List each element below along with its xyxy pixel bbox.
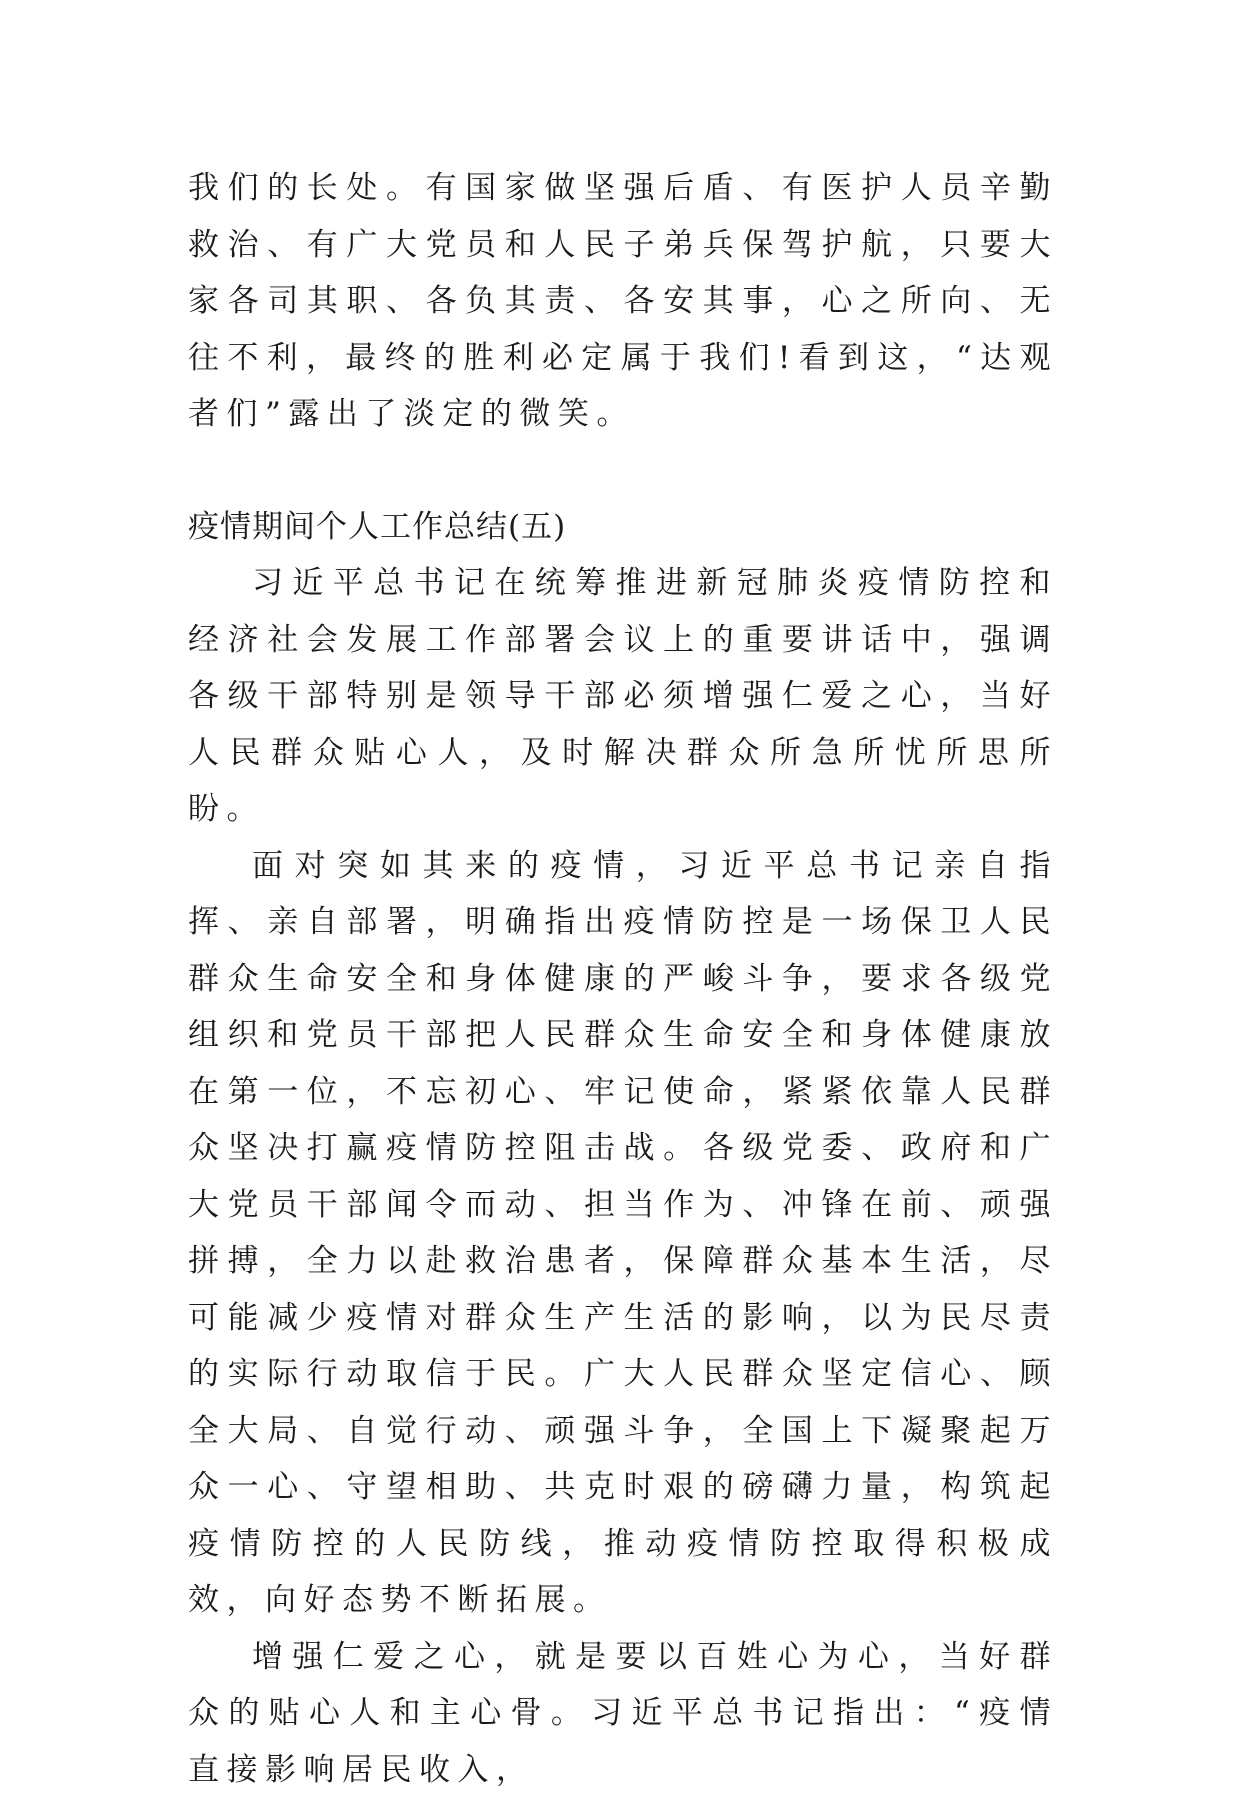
paragraph-2: 面对突如其来的疫情，习近平总书记亲自指挥、亲自部署，明确指出疫情防控是一场保卫人民群众生命安全和身体健康的严峻斗争，要求各级党组织和党员干部把人民群众生命安全和身体健康放在第一位，不忘初心、牢记使命，紧紧依靠人民群众坚决打赢疫情防控阻击战。各级党委、政府和广大党员干部闻令而动、担当作为、冲锋在前、顽强拼搏，全力以赴救治患者，保障群众基本生活，尽可能减少疫情对群众生产生活的影响，以为民尽责的实际行动取信于民。广大人民群众坚定信心、顾全大局、自觉行动、顽强斗争，全国上下凝聚起万众一心、守望相助、共克时艰的磅礴力量，构筑起疫情防控的人民防线，推动疫情防控取得积极成效，向好态势不断拓展。: [188, 838, 1058, 1629]
paragraph-3: 增强仁爱之心，就是要以百姓心为心，当好群众的贴心人和主心骨。习近平总书记指出：“疫情直接影响居民收入，: [188, 1629, 1058, 1798]
section-title: 疫情期间个人工作总结(五): [188, 499, 1058, 556]
paragraph-1: 习近平总书记在统筹推进新冠肺炎疫情防控和经济社会发展工作部署会议上的重要讲话中，强调各级干部特别是领导干部必须增强仁爱之心，当好人民群众贴心人，及时解决群众所急所忧所思所盼。: [188, 555, 1058, 838]
section-gap: [188, 443, 1058, 499]
document-body: [188, 160, 1058, 1798]
intro-paragraph: 我们的长处。有国家做坚强后盾、有医护人员辛勤救治、有广大党员和人民子弟兵保驾护航，只要大家各司其职、各负其责、各安其事，心之所向、无往不利，最终的胜利必定属于我们!看到这，“达观者们”露出了淡定的微笑。: [188, 160, 1058, 443]
